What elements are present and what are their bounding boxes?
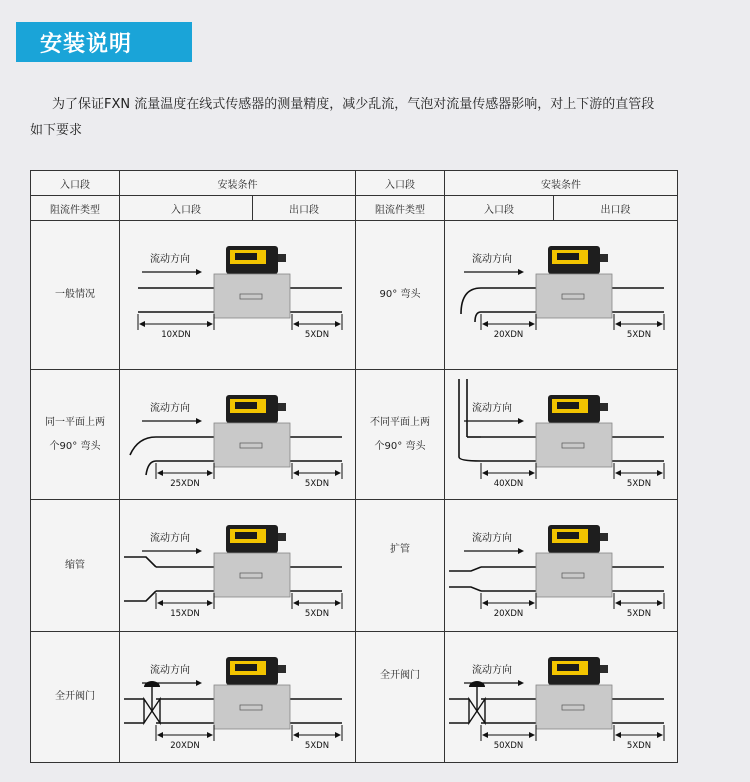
elbow xyxy=(130,437,156,455)
type-cell xyxy=(356,221,445,370)
sensor-body xyxy=(214,553,290,597)
sensor-screen xyxy=(235,532,257,539)
installation-table xyxy=(30,170,678,763)
arrowhead xyxy=(529,470,535,476)
arrowhead xyxy=(207,600,213,606)
dimension-label: 5XDN xyxy=(304,330,330,340)
sensor-body xyxy=(214,274,290,318)
type-cell xyxy=(31,370,120,500)
sensor-connector xyxy=(600,533,608,541)
arrowhead xyxy=(293,732,299,738)
arrowhead xyxy=(529,321,535,327)
arrowhead xyxy=(196,548,202,554)
dimension-label: 5XDN xyxy=(304,609,330,619)
sensor-screen xyxy=(235,664,257,671)
arrowhead xyxy=(196,418,202,424)
arrowhead xyxy=(293,321,299,327)
sensor-connector xyxy=(278,533,286,541)
flow-direction-label: 流动方向 xyxy=(150,254,190,265)
arrowhead xyxy=(657,600,663,606)
diagram-cell xyxy=(120,500,356,632)
installation-diagram xyxy=(120,501,354,630)
header-inlet-section: 入口段 xyxy=(31,171,120,196)
reducer-wall xyxy=(449,587,481,591)
reducer-wall xyxy=(449,567,481,571)
type-label: 个90° 弯头 xyxy=(49,440,101,452)
header-outlet: 出口段 xyxy=(554,196,678,221)
dimension-label: 5XDN xyxy=(626,479,652,489)
dimension-label: 50XDN xyxy=(493,741,524,751)
diagram-cell xyxy=(120,370,356,500)
elbow xyxy=(146,461,156,475)
arrowhead xyxy=(615,732,621,738)
dimension-label: 5XDN xyxy=(304,479,330,489)
arrowhead xyxy=(335,600,341,606)
header-inlet: 入口段 xyxy=(445,196,554,221)
sensor-screen xyxy=(557,532,579,539)
diagram-cell xyxy=(445,370,678,500)
intro-line-2: 如下要求 xyxy=(30,123,83,138)
sensor-screen xyxy=(557,664,579,671)
type-label: 缩管 xyxy=(65,559,85,571)
dimension-label: 5XDN xyxy=(626,741,652,751)
installation-diagram xyxy=(445,371,676,498)
flow-direction-label: 流动方向 xyxy=(150,533,190,544)
sensor-body xyxy=(536,423,612,467)
type-cell xyxy=(356,370,445,500)
type-label: 全开阀门 xyxy=(55,691,95,702)
diagram-cell xyxy=(445,221,678,370)
elbow xyxy=(475,312,481,322)
header-inlet: 入口段 xyxy=(120,196,253,221)
dimension-label: 20XDN xyxy=(170,741,200,751)
sensor-screen xyxy=(557,402,579,409)
sensor-screen xyxy=(235,253,257,260)
flow-direction-label: 流动方向 xyxy=(472,665,512,676)
type-cell xyxy=(31,221,120,370)
flow-direction-label: 流动方向 xyxy=(150,403,190,414)
diagram-cell xyxy=(445,632,678,763)
installation-diagram xyxy=(445,501,676,630)
type-label: 个90° 弯头 xyxy=(374,440,426,452)
arrowhead xyxy=(657,321,663,327)
arrowhead xyxy=(335,470,341,476)
type-label: 扩管 xyxy=(390,544,410,555)
arrowhead xyxy=(615,470,621,476)
installation-diagram xyxy=(120,222,354,368)
elbow xyxy=(459,457,481,461)
sensor-connector xyxy=(600,403,608,411)
type-cell xyxy=(356,632,445,763)
sensor-body xyxy=(214,685,290,729)
arrowhead xyxy=(657,470,663,476)
dimension-label: 5XDN xyxy=(304,741,330,751)
valve-handwheel xyxy=(469,681,485,687)
diagram-cell xyxy=(120,632,356,763)
arrowhead xyxy=(615,600,621,606)
arrowhead xyxy=(157,470,163,476)
dimension-label: 10XDN xyxy=(161,330,191,340)
arrowhead xyxy=(615,321,621,327)
flow-direction-label: 流动方向 xyxy=(472,403,512,414)
arrowhead xyxy=(207,732,213,738)
installation-diagram xyxy=(445,222,676,368)
arrowhead xyxy=(482,600,488,606)
arrowhead xyxy=(293,600,299,606)
arrowhead xyxy=(335,732,341,738)
sensor-connector xyxy=(600,254,608,262)
type-label: 全开阀门 xyxy=(380,670,420,681)
arrowhead xyxy=(529,600,535,606)
installation-diagram xyxy=(120,633,354,761)
sensor-connector xyxy=(278,254,286,262)
dimension-label: 20XDN xyxy=(493,330,524,340)
installation-diagram xyxy=(445,633,676,761)
dimension-label: 25XDN xyxy=(170,479,200,489)
dimension-label: 40XDN xyxy=(493,479,524,489)
arrowhead xyxy=(207,321,213,327)
sensor-connector xyxy=(278,665,286,673)
arrowhead xyxy=(139,321,145,327)
installation-diagram xyxy=(120,371,354,498)
header-install-conditions: 安装条件 xyxy=(445,171,678,196)
sensor-body xyxy=(536,553,612,597)
dimension-label: 15XDN xyxy=(170,609,200,619)
sensor-body xyxy=(536,274,612,318)
dimension-label: 5XDN xyxy=(626,330,652,340)
intro-line-1: 为了保证FXN 流量温度在线式传感器的测量精度，减少乱流，气泡对流量传感器影响，对上下游的直管段 xyxy=(52,97,655,112)
type-label: 90° 弯头 xyxy=(379,289,421,300)
header-outlet: 出口段 xyxy=(253,196,356,221)
sensor-connector xyxy=(278,403,286,411)
type-cell xyxy=(356,500,445,632)
arrowhead xyxy=(657,732,663,738)
arrowhead xyxy=(518,548,524,554)
arrowhead xyxy=(335,321,341,327)
arrowhead xyxy=(518,418,524,424)
header-component-type: 阻流件类型 xyxy=(356,196,445,221)
header-inlet-section: 入口段 xyxy=(356,171,445,196)
diagram-cell xyxy=(120,221,356,370)
reducer-wall xyxy=(124,591,156,601)
header-install-conditions: 安装条件 xyxy=(120,171,356,196)
arrowhead xyxy=(207,470,213,476)
dimension-label: 5XDN xyxy=(626,609,652,619)
section-title: 安装说明 xyxy=(40,32,133,57)
type-label: 不同平面上两 xyxy=(370,416,430,428)
arrowhead xyxy=(482,732,488,738)
arrowhead xyxy=(518,269,524,275)
header-component-type: 阻流件类型 xyxy=(31,196,120,221)
type-label: 同一平面上两 xyxy=(45,416,105,428)
arrowhead xyxy=(157,732,163,738)
type-cell xyxy=(31,500,120,632)
arrowhead xyxy=(518,680,524,686)
diagram-cell xyxy=(445,500,678,632)
elbow xyxy=(461,288,481,314)
section-banner xyxy=(16,22,192,62)
valve-handwheel xyxy=(144,681,160,687)
arrowhead xyxy=(482,470,488,476)
arrowhead xyxy=(482,321,488,327)
sensor-connector xyxy=(600,665,608,673)
type-cell xyxy=(31,632,120,763)
dimension-label: 20XDN xyxy=(493,609,524,619)
arrowhead xyxy=(293,470,299,476)
flow-direction-label: 流动方向 xyxy=(472,533,512,544)
intro-paragraph xyxy=(30,92,720,144)
sensor-screen xyxy=(235,402,257,409)
flow-direction-label: 流动方向 xyxy=(472,254,512,265)
arrowhead xyxy=(196,269,202,275)
reducer-wall xyxy=(124,557,156,567)
flow-direction-label: 流动方向 xyxy=(150,665,190,676)
sensor-body xyxy=(214,423,290,467)
arrowhead xyxy=(196,680,202,686)
arrowhead xyxy=(529,732,535,738)
sensor-screen xyxy=(557,253,579,260)
arrowhead xyxy=(157,600,163,606)
sensor-body xyxy=(536,685,612,729)
type-label: 一般情况 xyxy=(55,289,95,300)
